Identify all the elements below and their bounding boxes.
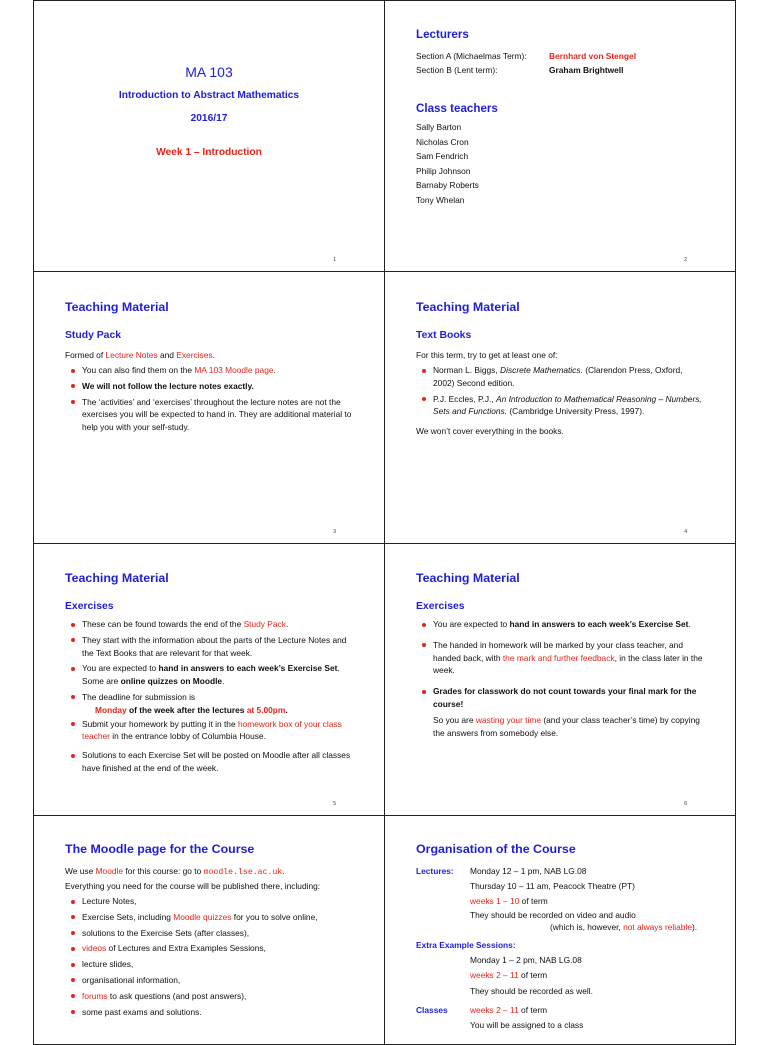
list-item: Norman L. Biggs, Discrete Mathematics. (Clarendon Press, Oxford, 2002) Second edition. [421,364,705,390]
moodle-contents-list [70,895,354,1021]
section-a-label: Section A (Michaelmas Term): [416,51,527,61]
lecture-slot: Monday 12 – 1 pm, NAB LG.08 [470,866,587,876]
section-b-label: Section B (Lent term): [416,65,498,75]
list-item: Solutions to each Exercise Set will be posted on Moodle after all classes have finished at the end of the week. [70,749,354,775]
book-title: Discrete Mathematics. [500,365,583,375]
extra-sessions-block [416,938,726,999]
text-books-bullets [421,364,705,421]
list-item: Lecture Notes, [70,895,354,908]
moodle-contents-intro: Everything you need for the course will be published there, including: [65,881,321,891]
lecture-weeks: weeks 1 – 10 of term [470,896,548,907]
academic-year: 2016/17 [190,113,228,124]
list-item: lecture slides, [70,958,354,971]
classes-note: You will be assigned to a class [470,1020,584,1031]
exercises-bullets [70,618,354,778]
lectures-label: Lectures: [416,866,454,876]
page-number: 3 [333,529,336,535]
list-item: The ‘activities’ and ‘exercises’ throughout the lecture notes are not the exercises you will be expected to hand in. They are additional material to help you with your self-study. [70,396,354,434]
lecture-notes-term: Lecture Notes [105,350,158,360]
homework-box-term: homework box of your class teacher [82,718,342,742]
moodle-term: Moodle [95,866,124,876]
slide-subtitle: Exercises [65,601,114,612]
slide-2 [384,0,736,272]
list-item: You are expected to hand in answers to each week’s Exercise Set. Some are online quizzes on Moodle. [70,662,354,688]
study-pack-intro: Formed of Lecture Notes and Exercises. [65,350,215,360]
extra-session-slot: Monday 1 – 2 pm, NAB LG.08 [470,955,582,966]
slide-title: Teaching Material [65,571,169,585]
slide-title: Organisation of the Course [416,842,576,856]
section-b-lecturer: Graham Brightwell [549,65,624,75]
lecture-recording-caveat: (which is, however, not always reliable). [550,921,698,932]
lecture-slot: Thursday 10 – 11 am, Peacock Theatre (PT) [470,881,635,892]
teacher-name: Barnaby Roberts [416,180,479,191]
course-title: Introduction to Abstract Mathematics [118,90,300,101]
page-number: 4 [684,529,687,535]
class-teachers-heading: Class teachers [416,102,498,115]
list-item: They start with the information about the parts of the Lecture Notes and the Text Books that are relevant for that week. [70,634,354,660]
exercises-bullets [421,618,705,742]
list-item: The handed in homework will be marked by your class teacher, and handed back, with the mark and further feedback, in the class later in the week. [421,639,705,677]
extra-sessions-label: Extra Example Sessions: [416,940,516,950]
page-number: 5 [333,801,336,807]
moodle-page-link[interactable]: MA 103 Moodle page [194,365,274,375]
teacher-name: Philip Johnson [416,165,471,176]
page-number: 6 [684,801,687,807]
study-pack-term: Study Pack [243,619,286,629]
teacher-name: Tony Whelan [416,194,465,205]
slide-title: Teaching Material [65,300,169,314]
lecture-recording-note: They should be recorded on video and audio [470,909,636,920]
classes-label: Classes [416,1005,448,1015]
deadline-line: Monday of the week after the lectures at 5.00pm. [95,704,288,715]
list-item: You are expected to hand in answers to each week’s Exercise Set. [421,618,705,631]
list-item: We will not follow the lecture notes exactly. [70,380,354,393]
list-item: solutions to the Exercise Sets (after classes), [70,927,354,940]
list-item: videos of Lectures and Extra Examples Sessions, [70,942,354,955]
list-item: organisational information, [70,974,354,987]
copying-warning: So you are wasting your time (and your class teacher’s time) by copying the answers from somebody else. [433,714,700,738]
list-item: You can also find them on the MA 103 Moodle page. [70,364,354,377]
list-item: some past exams and solutions. [70,1006,354,1019]
teacher-name: Sam Fendrich [416,151,469,162]
classes-weeks: weeks 2 – 11 of term [470,1005,548,1015]
page-number: 2 [684,257,687,263]
teacher-name: Sally Barton [416,122,462,132]
list-item: These can be found towards the end of the Study Pack. [70,618,354,631]
moodle-url-link[interactable]: moodle.lse.ac.uk [203,868,283,877]
exercises-term: Exercises [176,350,213,360]
text-books-intro: For this term, try to get at least one of: [416,350,558,360]
list-item: The deadline for submission is Monday of the week after the lectures at 5.00pm. [70,691,354,717]
classes-block [416,1003,726,1033]
teacher-name: Nicholas Cron [416,136,469,147]
class-teachers-list [416,120,479,208]
slide-6 [384,543,736,816]
week-title: Week 1 – Introduction [156,147,262,158]
slide-5 [33,543,385,816]
list-item: P.J. Eccles, P.J., An Introduction to Mathematical Reasoning – Numbers, Sets and Functions. (Cambridge University Press, 1997). [421,393,705,419]
slide-title: Teaching Material [416,571,520,585]
slide-subtitle: Text Books [416,330,472,341]
list-item: Exercise Sets, including Moodle quizzes for you to solve online, [70,911,354,924]
slide-1 [33,0,385,272]
slide-8 [384,815,736,1045]
slide-7 [33,815,385,1045]
slide-title: Teaching Material [416,300,520,314]
slide-subtitle: Study Pack [65,330,122,341]
extra-session-weeks: weeks 2 – 11 of term [470,970,548,981]
list-item: Submit your homework by putting it in the homework box of your class teacher in the entrance lobby of Columbia House. [70,718,354,744]
study-pack-bullets [70,364,354,437]
list-item: Grades for classwork do not count towards your final mark for the course! So you are wasting your time (and your class teacher’s time) by copying the answers from somebody else. [421,685,705,739]
moodle-intro: We use Moodle for this course: go to moodle.lse.ac.uk. [65,866,285,877]
lectures-block [416,864,726,934]
course-code: MA 103 [185,64,233,80]
slide-title: The Moodle page for the Course [65,842,255,856]
lecturers-heading: Lecturers [416,28,469,41]
section-a-lecturer: Bernhard von Stengel [549,51,637,61]
extra-session-note: They should be recorded as well. [470,985,593,996]
book-title: An Introduction to Mathematical Reasoning – Numbers, Sets and Functions. [433,393,702,417]
page-number: 1 [333,257,336,263]
slide-3 [33,271,385,544]
text-books-outro: We won’t cover everything in the books. [416,426,564,436]
slide-4 [384,271,736,544]
list-item: forums to ask questions (and post answers), [70,990,354,1003]
slide-subtitle: Exercises [416,601,465,612]
